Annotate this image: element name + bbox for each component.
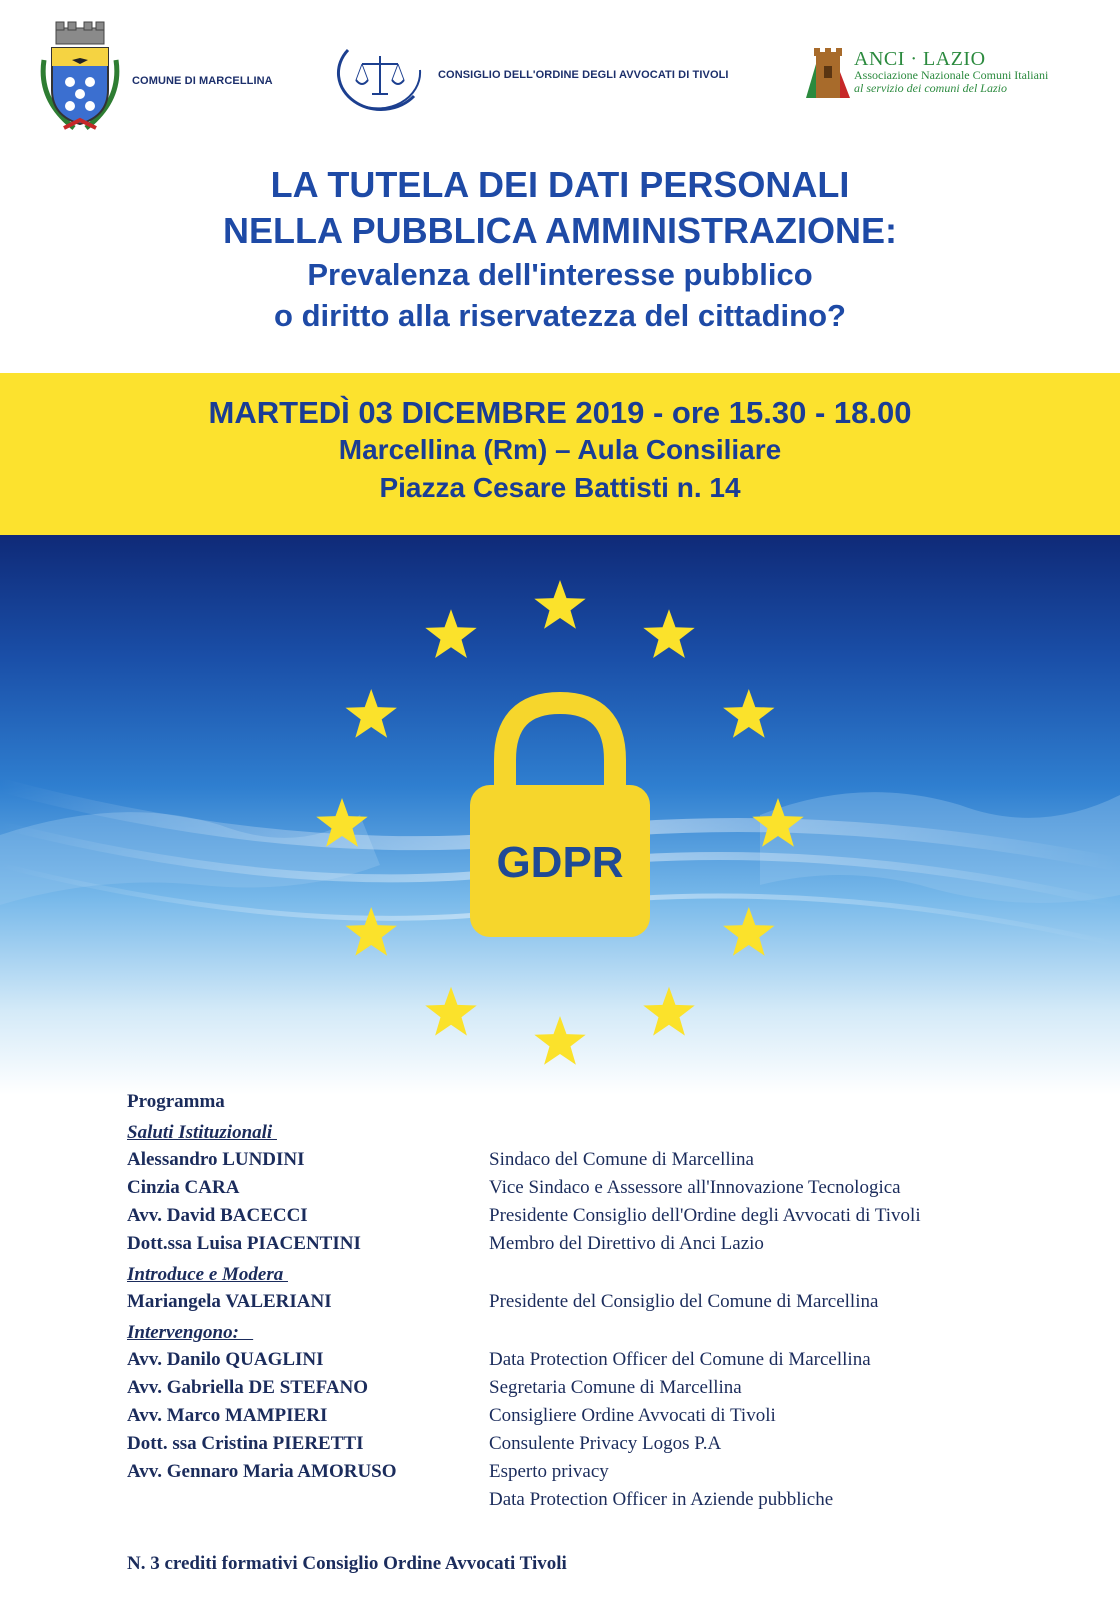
eu-star-icon xyxy=(643,609,694,658)
eu-star-icon xyxy=(346,907,397,956)
gdpr-illustration xyxy=(0,535,1120,1095)
anci-tower-icon xyxy=(806,44,850,100)
table-row xyxy=(127,1346,1027,1374)
table-row xyxy=(127,1174,1027,1202)
speaker-role: Esperto privacy xyxy=(489,1461,609,1482)
eu-star-icon xyxy=(534,1016,585,1065)
training-credits: N. 3 crediti formativi Consiglio Ordine Avvocati Tivoli xyxy=(127,1553,567,1574)
gdpr-lock-label: GDPR xyxy=(496,838,624,887)
speaker-name: Dott. ssa Cristina PIERETTI xyxy=(127,1433,364,1454)
speaker-name: Cinzia CARA xyxy=(127,1177,240,1198)
anci-text-group xyxy=(854,49,1048,95)
event-details-band xyxy=(0,373,1120,535)
eu-star-icon xyxy=(723,689,774,738)
title-line-1: LA TUTELA DEI DATI PERSONALI xyxy=(270,164,850,205)
table-row xyxy=(127,1486,1027,1514)
eu-star-icon xyxy=(425,609,476,658)
speaker-role: Consigliere Ordine Avvocati di Tivoli xyxy=(489,1405,776,1426)
table-row xyxy=(127,1288,1027,1316)
speaker-role: Consulente Privacy Logos P.A xyxy=(489,1433,722,1454)
event-date-time: MARTEDÌ 03 DICEMBRE 2019 - ore 15.30 - 18.00 xyxy=(208,395,912,430)
eu-star-icon xyxy=(723,907,774,956)
table-row xyxy=(127,1202,1027,1230)
table-row xyxy=(127,1374,1027,1402)
marcellina-label: COMUNE DI MARCELLINA xyxy=(132,75,273,87)
title-line-2: NELLA PUBBLICA AMMINISTRAZIONE: xyxy=(223,210,897,251)
anci-subtitle-2: al servizio dei comuni del Lazio xyxy=(854,81,1007,95)
programme-title: Programma xyxy=(127,1091,225,1112)
title-line-4: o diritto alla riservatezza del cittadino? xyxy=(274,298,846,333)
eu-star-icon xyxy=(425,987,476,1036)
table-row xyxy=(127,1146,1027,1174)
speaker-name: Dott.ssa Luisa PIACENTINI xyxy=(127,1233,361,1254)
speaker-name: Avv. Marco MAMPIERI xyxy=(127,1405,328,1426)
table-row xyxy=(127,1230,1027,1258)
gdpr-graphic xyxy=(0,535,1120,1095)
speaker-name: Avv. Gabriella DE STEFANO xyxy=(127,1377,369,1398)
table-row xyxy=(127,1430,1027,1458)
marcellina-logo-block xyxy=(34,20,273,138)
section-heading-introduce: Introduce e Modera xyxy=(127,1264,288,1285)
speaker-role: Presidente del Consiglio del Comune di Marcellina xyxy=(489,1291,879,1312)
anci-logo-block xyxy=(806,44,1048,100)
speaker-name: Avv. Danilo QUAGLINI xyxy=(127,1349,324,1370)
map-shape-right xyxy=(760,792,1120,903)
speaker-role: Vice Sindaco e Assessore all'Innovazione Tecnologica xyxy=(489,1177,901,1198)
tivoli-bar-seal-icon xyxy=(328,30,432,120)
eu-star-icon xyxy=(534,580,585,629)
speaker-role: Data Protection Officer in Aziende pubbliche xyxy=(489,1489,834,1510)
eu-star-icon xyxy=(643,987,694,1036)
eu-star-icon xyxy=(346,689,397,738)
speaker-role: Data Protection Officer del Comune di Marcellina xyxy=(489,1349,871,1370)
section-heading-intervengono: Intervengono: xyxy=(127,1322,254,1343)
tivoli-logo-block xyxy=(328,30,729,120)
speaker-role: Segretaria Comune di Marcellina xyxy=(489,1377,742,1398)
event-title xyxy=(0,162,1120,336)
programme xyxy=(127,1088,1027,1514)
section-heading-saluti: Saluti Istituzionali xyxy=(127,1122,277,1143)
marcellina-coat-of-arms-icon xyxy=(34,20,126,138)
speaker-name: Alessandro LUNDINI xyxy=(127,1149,305,1170)
title-line-3: Prevalenza dell'interesse pubblico xyxy=(307,257,813,292)
speaker-role: Membro del Direttivo di Anci Lazio xyxy=(489,1233,764,1254)
speaker-name: Avv. David BACECCI xyxy=(127,1205,308,1226)
anci-title: ANCI · LAZIO xyxy=(854,48,986,70)
speaker-role: Sindaco del Comune di Marcellina xyxy=(489,1149,754,1170)
table-row xyxy=(127,1458,1027,1486)
speaker-name: Avv. Gennaro Maria AMORUSO xyxy=(127,1461,397,1482)
speaker-name xyxy=(127,1486,489,1514)
event-address: Piazza Cesare Battisti n. 14 xyxy=(379,472,741,503)
table-row xyxy=(127,1402,1027,1430)
tivoli-label: CONSIGLIO DELL'ORDINE DEGLI AVVOCATI DI TIVOLI xyxy=(438,69,729,81)
speaker-name: Mariangela VALERIANI xyxy=(127,1291,332,1312)
speaker-role: Presidente Consiglio dell'Ordine degli Avvocati di Tivoli xyxy=(489,1205,921,1226)
event-venue: Marcellina (Rm) – Aula Consiliare xyxy=(338,434,782,465)
anci-subtitle: Associazione Nazionale Comuni Italiani xyxy=(854,68,1049,82)
padlock-shackle xyxy=(505,703,615,790)
header-logos xyxy=(0,0,1120,150)
